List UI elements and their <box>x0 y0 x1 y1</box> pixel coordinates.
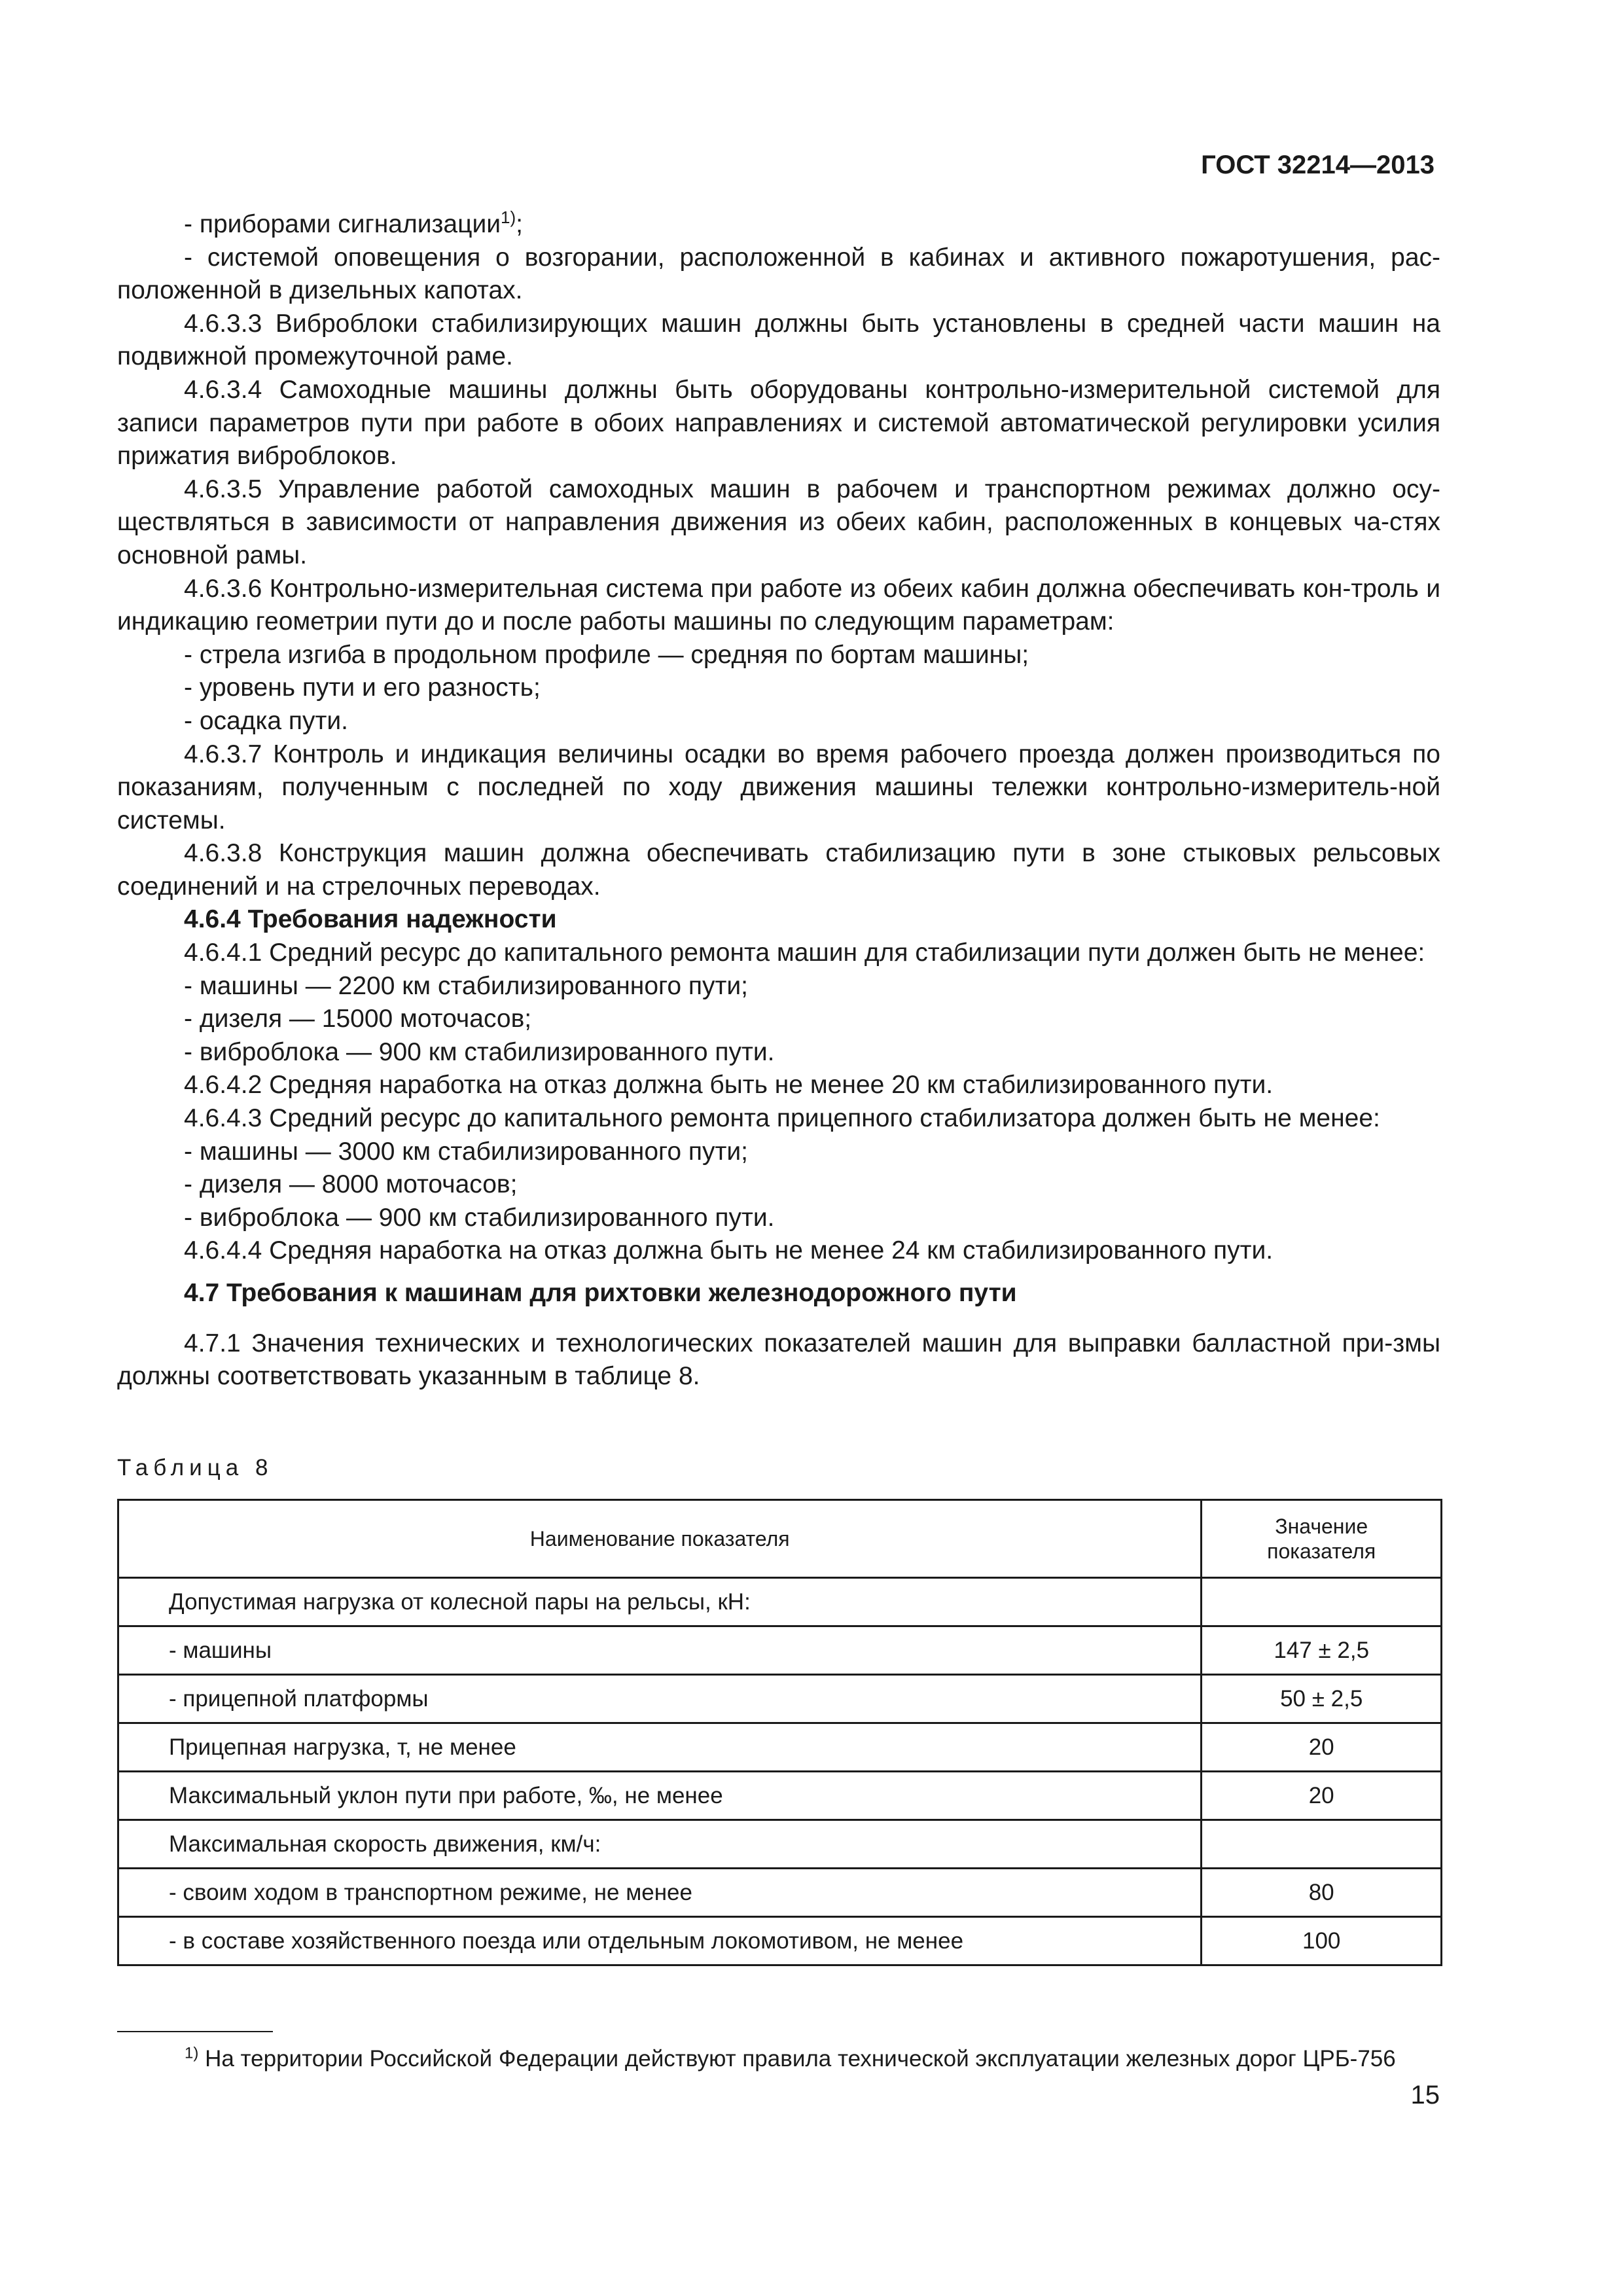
paragraph-4-6-4-4: 4.6.4.4 Средняя наработка на отказ должна быть не менее 24 км стабилизированного пути. <box>184 1236 1274 1265</box>
paragraph-4-6-4-3: 4.6.4.3 Средний ресурс до капитального ремонта прицепного стабилизатора должен быть не менее: <box>184 1104 1380 1133</box>
list-item: - виброблока — 900 км стабилизированного пути. <box>184 1037 775 1066</box>
table-cell-value <box>1202 1578 1442 1626</box>
paragraph-4-6-3-5: 4.6.3.5 Управление работой самоходных машин в рабочем и транспортном режимах должно осу-ществляться в зависимости от направления движения из обеих кабин, расположенных в концевых ча-стях основной рамы. <box>117 475 1440 569</box>
table-header-row <box>118 1500 1442 1578</box>
section-heading-4-6-4: 4.6.4 Требования надежности <box>184 905 557 934</box>
paragraph-4-7-1: 4.7.1 Значения технических и технологических показателей машин для выправки балластной при-змы должны соответствовать указанным в таблице 8. <box>117 1329 1440 1391</box>
table-cell-name: - в составе хозяйственного поезда или отдельным локомотивом, не менее <box>118 1917 1202 1965</box>
table-row <box>118 1723 1442 1772</box>
table-caption: Таблица 8 <box>117 1455 274 1480</box>
table-cell-value: 20 <box>1202 1772 1442 1820</box>
table-row <box>118 1820 1442 1869</box>
column-header-value: Значение показателя <box>1202 1500 1442 1578</box>
list-item: - виброблока — 900 км стабилизированного пути. <box>184 1203 775 1232</box>
column-header-name: Наименование показателя <box>118 1500 1202 1578</box>
table-cell-name: Прицепная нагрузка, т, не менее <box>118 1723 1202 1772</box>
list-item: - осадка пути. <box>184 706 349 735</box>
paragraph-4-6-4-2: 4.6.4.2 Средняя наработка на отказ должна быть не менее 20 км стабилизированного пути. <box>184 1071 1274 1100</box>
table-cell-name: Допустимая нагрузка от колесной пары на рельсы, кН: <box>118 1578 1202 1626</box>
table-cell-value: 80 <box>1202 1869 1442 1917</box>
paragraph-4-6-3-3: 4.6.3.3 Виброблоки стабилизирующих машин должны быть установлены в средней части машин на подвижной промежуточной раме. <box>117 309 1440 371</box>
table-8 <box>117 1499 1442 1966</box>
paragraph-4-6-3-4: 4.6.3.4 Самоходные машины должны быть оборудованы контрольно-измерительной системой для записи параметров пути при работе в обоих направлениях и системой автоматической регулировки усилия прижатия виброблоков. <box>117 375 1440 471</box>
page-number: 15 <box>1410 2081 1440 2109</box>
paragraph-4-6-3-8: 4.6.3.8 Конструкция машин должна обеспечивать стабилизацию пути в зоне стыковых рельсовых соединений и на стрелочных переводах. <box>117 839 1440 901</box>
table-row <box>118 1772 1442 1820</box>
table-row <box>118 1626 1442 1675</box>
table-cell-name: - прицепной платформы <box>118 1675 1202 1723</box>
table-cell-name: Максимальный уклон пути при работе, ‰, не менее <box>118 1772 1202 1820</box>
table-cell-value: 50 ± 2,5 <box>1202 1675 1442 1723</box>
list-item: - стрела изгиба в продольном профиле — средняя по бортам машины; <box>184 640 1029 669</box>
paragraph-4-6-3-6: 4.6.3.6 Контрольно-измерительная система при работе из обеих кабин должна обеспечивать кон-троль и индикацию геометрии пути до и после работы машины по следующим параметрам: <box>117 574 1440 636</box>
document-header: ГОСТ 32214—2013 <box>1201 151 1435 179</box>
table-cell-value: 20 <box>1202 1723 1442 1772</box>
footnote-text: На территории Российской Федерации действуют правила технической эксплуатации железных дорог ЦРБ-756 <box>198 2046 1396 2072</box>
section-heading-4-7: 4.7 Требования к машинам для рихтовки железнодорожного пути <box>184 1279 1017 1307</box>
table-row <box>118 1675 1442 1723</box>
paragraph-4-6-3-7: 4.6.3.7 Контроль и индикация величины осадки во время рабочего проезда должен производиться по показаниям, полученным с последней по ходу движения машины тележки контрольно-измеритель-ной системы. <box>117 740 1440 834</box>
list-item: - уровень пути и его разность; <box>184 673 541 702</box>
table-cell-value: 147 ± 2,5 <box>1202 1626 1442 1675</box>
list-item: - дизеля — 8000 моточасов; <box>184 1170 518 1199</box>
footnote <box>185 2045 1396 2073</box>
paragraph-4-6-4-1: 4.6.4.1 Средний ресурс до капитального ремонта машин для стабилизации пути должен быть не менее: <box>184 939 1425 967</box>
list-item: - машины — 3000 км стабилизированного пути; <box>184 1137 748 1166</box>
footnote-ref[interactable]: 1) <box>501 207 516 227</box>
table-row <box>118 1869 1442 1917</box>
table-cell-value <box>1202 1820 1442 1869</box>
table-cell-value: 100 <box>1202 1917 1442 1965</box>
list-item: - приборами сигнализации$^{1)}$; <box>184 207 523 238</box>
list-item: - дизеля — 15000 моточасов; <box>184 1005 532 1033</box>
footnote-separator <box>117 2031 273 2032</box>
list-item: - системой оповещения о возгорании, расположенной в кабинах и активного пожаротушения, рас-положенной в дизельных капотах. <box>117 243 1440 305</box>
table-cell-name: - машины <box>118 1626 1202 1675</box>
table-row <box>118 1578 1442 1626</box>
footnote-mark: 1) <box>185 2044 199 2062</box>
table-cell-name: - своим ходом в транспортном режиме, не менее <box>118 1869 1202 1917</box>
list-item: - машины — 2200 км стабилизированного пути; <box>184 971 748 1000</box>
table-row <box>118 1917 1442 1965</box>
table-cell-name: Максимальная скорость движения, км/ч: <box>118 1820 1202 1869</box>
document-body <box>117 208 1440 1393</box>
